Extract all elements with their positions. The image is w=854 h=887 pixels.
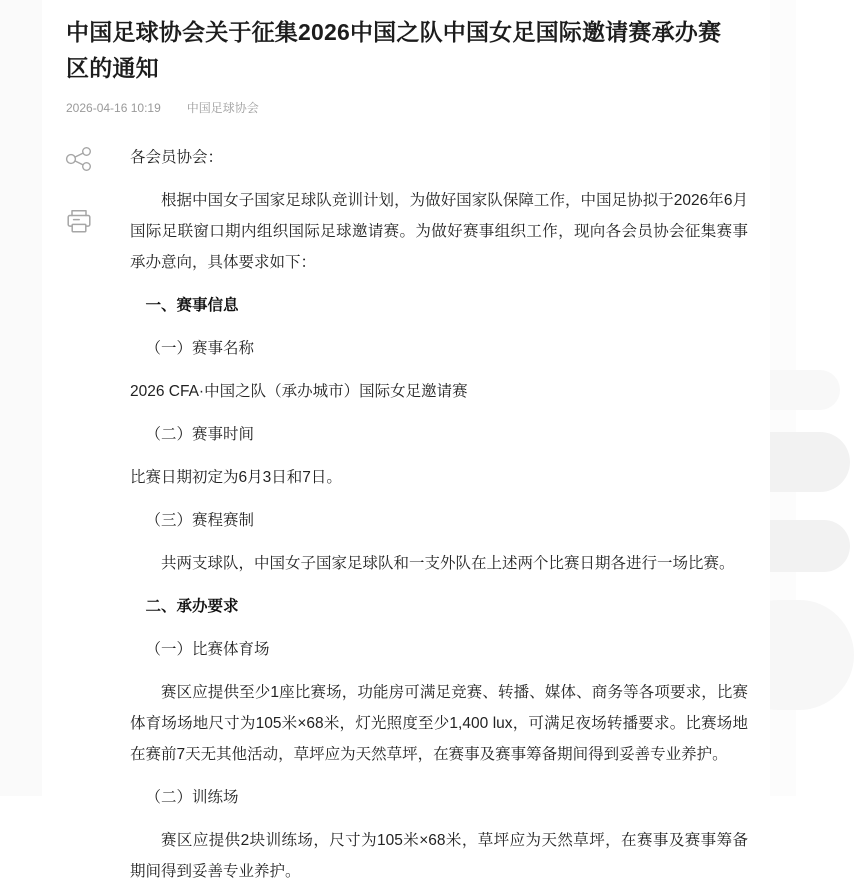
article-container <box>42 0 770 880</box>
paragraph: 各会员协会： <box>130 149 224 166</box>
action-icon-rail <box>42 142 130 887</box>
publish-timestamp: 2026-04-16 10:19 <box>66 101 161 115</box>
share-icon[interactable] <box>62 142 96 176</box>
article-meta <box>66 100 742 116</box>
paragraph: （三）赛程赛制 <box>145 512 255 529</box>
paragraph: 比赛日期初定为6月3日和7日。 <box>130 469 342 486</box>
right-gutter <box>770 0 796 796</box>
article-text <box>130 142 770 887</box>
paragraph: 一、赛事信息 <box>145 297 239 314</box>
paragraph: 根据中国女子国家足球队竞训计划，为做好国家队保障工作，中国足协拟于2026年6月国际足联窗口期内组织国际足球邀请赛。为做好赛事组织工作，现向各会员协会征集赛事承办意向，具体要求如下： <box>130 192 748 271</box>
publish-source: 中国足球协会 <box>186 101 259 115</box>
paragraph: （二）训练场 <box>145 789 239 806</box>
paragraph: 共两支球队，中国女子国家足球队和一支外队在上述两个比赛日期各进行一场比赛。 <box>161 555 735 572</box>
page-title: 中国足球协会关于征集2026中国之队中国女足国际邀请赛承办赛区的通知 <box>66 19 722 81</box>
article-body-region <box>42 116 770 887</box>
left-gutter <box>0 0 42 796</box>
printer-icon[interactable] <box>62 204 96 238</box>
article-header <box>42 0 770 116</box>
paragraph: 赛区应提供至少1座比赛场，功能房可满足竞赛、转播、媒体、商务等各项要求，比赛体育场场地尺寸为105米×68米，灯光照度至少1,400 lux，可满足夜场转播要求。比赛场地在赛前7天无其他活动，草坪应为天然草坪，在赛事及赛事筹备期间得到妥善专业养护。 <box>130 684 748 763</box>
paragraph: 2026 CFA·中国之队（承办城市）国际女足邀请赛 <box>130 383 468 400</box>
paragraph: （一）比赛体育场 <box>145 641 270 658</box>
paragraph: 二、承办要求 <box>145 598 239 615</box>
paragraph: （二）赛事时间 <box>145 426 255 443</box>
paragraph: （一）赛事名称 <box>145 340 255 357</box>
paragraph: 赛区应提供2块训练场，尺寸为105米×68米，草坪应为天然草坪，在赛事及赛事筹备期间得到妥善专业养护。 <box>130 832 748 880</box>
